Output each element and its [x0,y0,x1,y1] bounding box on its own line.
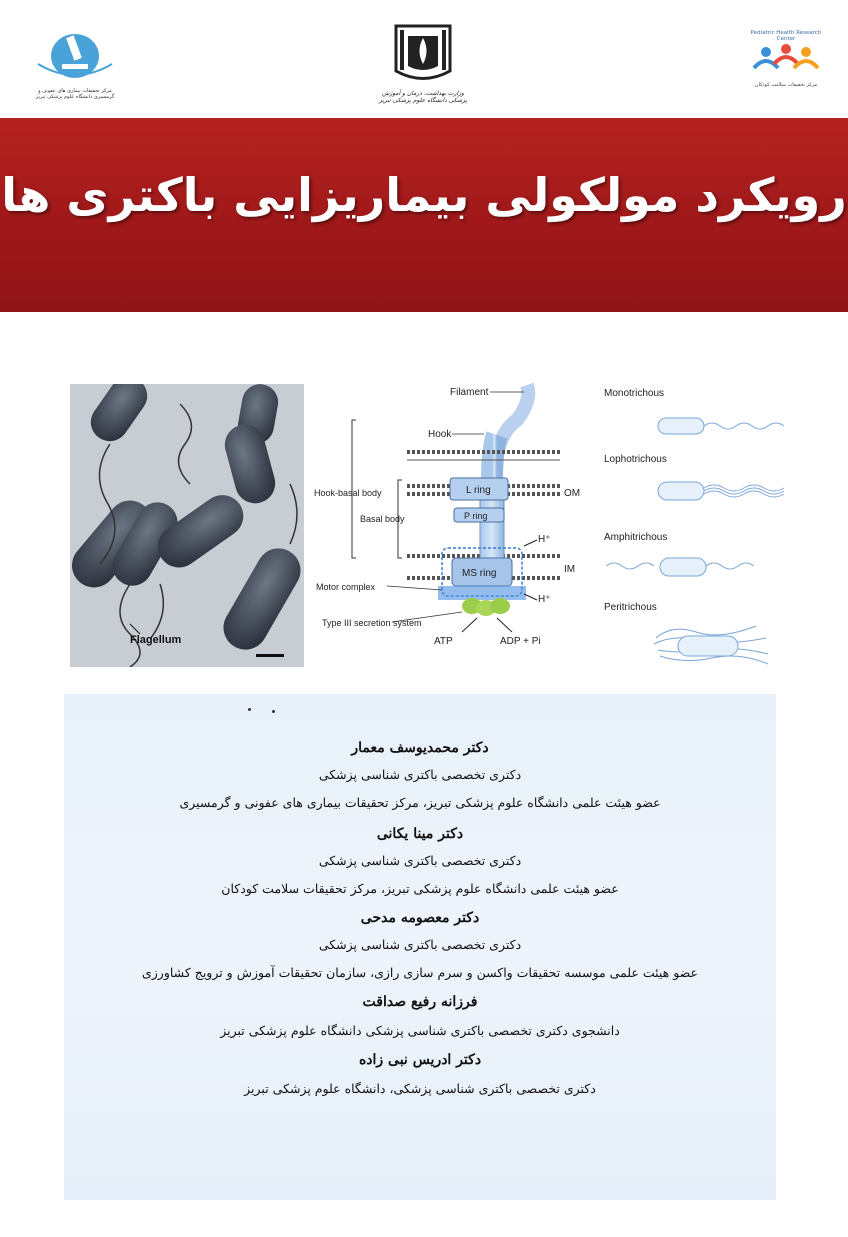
author-affiliation-1: عضو هیئت علمی دانشگاه علوم پزشکی تبریز، مرکز تحقیقات بیماری های عفونی و گرمسیری [179,795,661,810]
header [0,0,848,118]
book-title: رویکرد مولکولی بیماریزایی باکتری ها [1,168,847,222]
author-degree-3: دکتری تخصصی باکتری شناسی پزشکی [318,937,522,952]
monotrichous-cell [658,418,704,434]
center-logo [378,16,468,112]
pediatric-research-logo-icon [744,42,828,78]
right-logo-subcaption: مرکز تحقیقات سلامت کودکان [754,82,818,88]
peritrichous-cell [654,626,768,664]
label-im: IM [564,564,576,575]
bacteria-photo-image [70,384,304,667]
bacteria-micrograph [70,384,304,667]
flagellum-label: Flagellum [130,634,182,646]
authors-panel [64,694,776,1200]
right-logo-caption: Pediatric Health Research Center [750,30,822,42]
author-name-1: دکتر محمدیوسف معمار [351,740,489,756]
label-om: OM [564,488,581,499]
author-degree-2: دکتری تخصصی باکتری شناسی پزشکی [318,853,522,868]
left-logo [30,24,120,104]
type3-system-shape [462,598,510,616]
author-affiliation-2: عضو هیئت علمی دانشگاه علوم پزشکی تبریز، مرکز تحقیقات سلامت کودکان [221,881,619,896]
author-name-5: دکتر ادریس نبی زاده [358,1052,482,1068]
amphitrichous-cell [660,558,706,576]
label-h-plus-bottom: H⁺ [538,594,551,605]
label-ms-ring: MS ring [462,568,497,579]
type-label-0: Monotrichous [604,388,665,399]
lophotrichous-cell [658,482,704,500]
label-p-ring: P ring [464,511,488,521]
author-affiliation-4: دانشجوی دکتری تخصصی باکتری شناسی پزشکی دانشگاه علوم پزشکی تبریز [220,1023,620,1038]
label-l-ring: L ring [466,485,491,496]
flagellum-structure-diagram [312,380,602,670]
label-hook: Hook [428,429,452,440]
label-atp: ATP [434,636,453,647]
author-name-4: فرزانه رفیع صداقت [362,994,478,1010]
author-affiliation-3: عضو هیئت علمی موسسه تحقیقات واکسن و سرم سازی رازی، سازمان تحقیقات آموزش و ترویج کشاورزی [141,965,699,980]
center-logo-caption: وزارت بهداشت، درمان و آموزش پزشکی دانشگاه علوم پزشکی تبریز [378,90,468,104]
label-basal-body: Basal body [360,514,405,524]
label-type3: Type III secretion system [322,618,422,628]
type-label-1: Lophotrichous [604,454,667,465]
flagella-arrangement-panel [600,380,840,670]
label-filament: Filament [450,387,489,398]
type-label-2: Amphitrichous [604,532,668,543]
label-adp: ADP + Pi [500,636,541,647]
author-name-3: دکتر معصومه مدحی [360,910,480,926]
label-h-plus-top: H⁺ [538,534,551,545]
university-emblem-icon [378,16,468,86]
right-logo [744,30,828,106]
label-hook-basal-body: Hook-basal body [314,488,382,498]
label-motor-complex: Motor complex [316,582,376,592]
motor-complex-shape [438,586,526,600]
author-degree-1: دکتری تخصصی باکتری شناسی پزشکی [318,767,522,782]
left-logo-caption: مرکز تحقیقات بیماری های عفونی و گرمسیری دانشگاه علوم پزشکی تبریز [35,88,115,100]
microscope-logo-icon [30,24,120,84]
type-label-3: Peritrichous [604,602,657,613]
author-affiliation-5: دکتری تخصصی باکتری شناسی پزشکی، دانشگاه علوم پزشکی تبریز [244,1081,596,1096]
author-name-2: دکتر مینا یکانی [376,826,464,842]
